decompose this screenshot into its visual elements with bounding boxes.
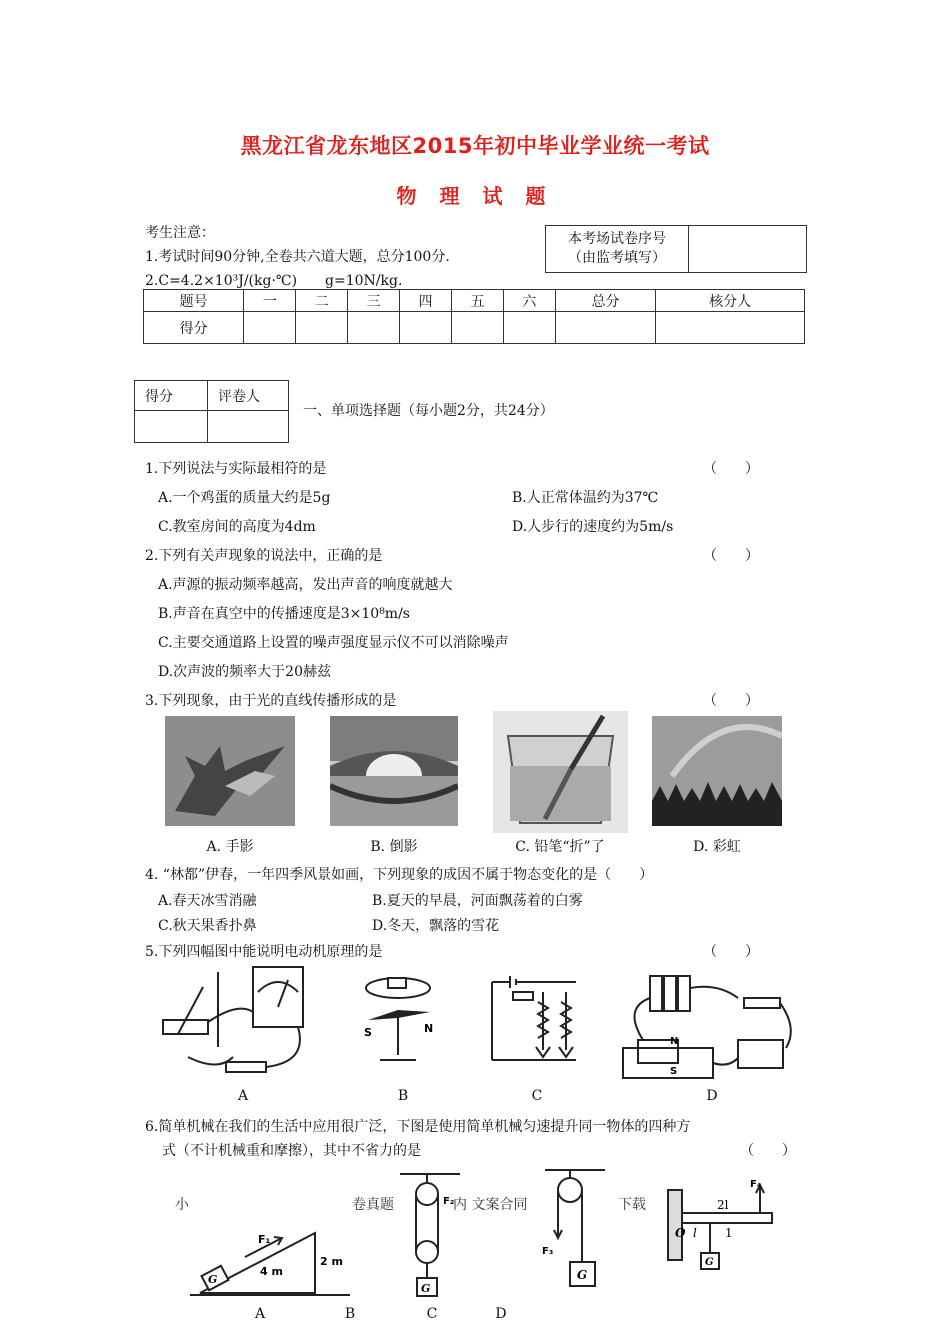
q4-option-d: D.冬天，飘落的雪花 — [372, 918, 500, 934]
notice-line-2: 2.C=4.2×10³J/(kg·℃) g=10N/kg. — [145, 273, 403, 289]
q5-stem: 5.下列四幅图中能说明电动机原理的是 — [145, 944, 383, 960]
bent-pencil-image — [493, 711, 628, 833]
q4-option-a: A.春天冰雪消融 — [158, 893, 257, 909]
score-cell[interactable] — [296, 312, 348, 344]
exam-title: 黑龙江省龙东地区2015年初中毕业学业统一考试 — [240, 134, 710, 158]
q2-stem: 2.下列有关声现象的说法中，正确的是 — [145, 548, 383, 564]
fig-a-g-label: G — [208, 1273, 218, 1286]
q2-option-d: D.次声波的频率大于20赫兹 — [158, 664, 331, 680]
q6-label-c: C — [426, 1306, 438, 1322]
q4-option-c: C.秋天果香扑鼻 — [158, 918, 257, 934]
motor-circuit-figure — [618, 968, 798, 1083]
q1-option-d: D.人步行的速度约为5m/s — [512, 519, 674, 535]
q1-option-c: C.教室房间的高度为4dm — [158, 519, 316, 535]
rainbow-image — [652, 716, 782, 826]
grader-score-label: 得分 — [135, 381, 208, 411]
score-header-cell: 总分 — [555, 290, 655, 312]
pulley-block-figure — [395, 1170, 465, 1300]
score-header-cell: 核分人 — [656, 290, 805, 312]
score-cell[interactable] — [503, 312, 555, 344]
compass-needle-figure — [360, 970, 440, 1070]
q6-answer-bracket[interactable]: （ ） — [740, 1143, 796, 1159]
bridge-reflection-image — [330, 716, 458, 826]
grader-name-cell[interactable] — [208, 411, 289, 443]
section-1-heading: 一、单项选择题（每小题2分，共24分） — [303, 403, 554, 419]
q6-label-a: A — [254, 1306, 266, 1322]
fig-d-2l-label: 2l — [717, 1198, 729, 1212]
score-cell[interactable] — [348, 312, 400, 344]
grader-box — [134, 380, 289, 443]
q1-stem: 1.下列说法与实际最相符的是 — [145, 461, 327, 477]
fig-d-1-label: 1 — [725, 1226, 733, 1240]
score-cell[interactable] — [555, 312, 655, 344]
score-header-cell: 题号 — [144, 290, 244, 312]
q5-label-a: A — [237, 1088, 249, 1104]
score-cell[interactable] — [451, 312, 503, 344]
fig-a-f1-label: F₁ — [258, 1233, 271, 1246]
q3-stem: 3.下列现象，由于光的直线传播形成的是 — [145, 693, 397, 709]
inclined-plane-figure — [190, 1225, 360, 1300]
score-row-label: 得分 — [144, 312, 244, 344]
seat-number-box — [545, 225, 807, 273]
grader-score-cell[interactable] — [135, 411, 208, 443]
q3-label-b: B. 倒影 — [370, 839, 418, 855]
score-header-cell: 三 — [348, 290, 400, 312]
svg-text:N: N — [424, 1022, 434, 1035]
svg-text:N: N — [670, 1036, 679, 1047]
lever-figure — [665, 1175, 775, 1285]
q1-option-a: A.一个鸡蛋的质量大约是5g — [158, 490, 331, 506]
galvanometer-circuit-figure — [158, 962, 308, 1082]
q3-answer-bracket[interactable]: （ ） — [703, 693, 759, 709]
q3-label-a: A. 手影 — [206, 839, 254, 855]
q4-option-b: B.夏天的早晨，河面飘荡着的白雾 — [372, 893, 583, 909]
q6-stem-line-1: 6.简单机械在我们的生活中应用很广泛，下图是使用简单机械匀速提升同一物体的四种方 — [145, 1119, 691, 1135]
q5-label-d: D — [706, 1088, 718, 1104]
fig-d-g-label: G — [705, 1257, 714, 1268]
seat-label-1: 本考场试卷序号 — [568, 231, 666, 247]
score-header-cell: 二 — [296, 290, 348, 312]
watermark-fragment: 卷真题 — [352, 1197, 394, 1213]
electromagnet-circuit-figure — [488, 972, 588, 1067]
fig-d-l-label: l — [693, 1226, 697, 1240]
q5-answer-bracket[interactable]: （ ） — [703, 944, 759, 960]
q1-option-b: B.人正常体温约为37℃ — [512, 490, 659, 506]
watermark-fragment: 下载 — [618, 1197, 646, 1213]
fig-fixed-g-label: G — [577, 1268, 588, 1282]
q2-answer-bracket[interactable]: （ ） — [703, 548, 759, 564]
q6-label-b: B — [344, 1306, 356, 1322]
score-header-cell: 一 — [244, 290, 296, 312]
q6-stem-line-2: 式（不计机械重和摩擦），其中不省力的是 — [162, 1143, 421, 1159]
watermark-fragment: 内 文案合同 — [453, 1197, 528, 1213]
fig-d-o-label: O — [675, 1226, 686, 1240]
grader-label: 评卷人 — [208, 381, 289, 411]
score-header-cell: 五 — [451, 290, 503, 312]
fig-c-f2-label: F₂ — [443, 1196, 455, 1207]
q2-option-c: C.主要交通道路上设置的噪声强度显示仪不可以消除噪声 — [158, 635, 509, 651]
q2-option-a: A.声源的振动频率越高，发出声音的响度就越大 — [158, 577, 453, 593]
seat-label-2: （由监考填写） — [568, 250, 666, 266]
score-cell[interactable] — [400, 312, 452, 344]
fixed-pulley-figure — [540, 1166, 610, 1291]
q5-label-b: B — [397, 1088, 409, 1104]
score-header-cell: 四 — [400, 290, 452, 312]
watermark-fragment: 小 — [175, 1197, 189, 1213]
svg-text:S: S — [670, 1066, 678, 1077]
q5-label-c: C — [531, 1088, 543, 1104]
q4-stem: 4. “林都”伊春，一年四季风景如画，下列现象的成因不属于物态变化的是（ ） — [145, 867, 654, 883]
fig-fixed-f3-label: F₃ — [542, 1246, 554, 1257]
exam-subtitle: 物 理 试 题 — [396, 184, 554, 208]
score-cell[interactable] — [656, 312, 805, 344]
fig-a-height-label: 2 m — [320, 1255, 343, 1268]
q2-option-b: B.声音在真空中的传播速度是3×10⁸m/s — [158, 606, 410, 622]
fig-a-length-label: 4 m — [260, 1265, 283, 1278]
svg-text:S: S — [364, 1026, 372, 1039]
score-header-cell: 六 — [503, 290, 555, 312]
q1-answer-bracket[interactable]: （ ） — [703, 461, 759, 477]
seat-number-cell[interactable] — [689, 226, 807, 273]
score-table — [143, 289, 805, 344]
notice-heading: 考生注意： — [145, 225, 215, 241]
notice-line-1: 1.考试时间90分钟,全卷共六道大题，总分100分. — [145, 249, 450, 265]
q3-label-d: D. 彩虹 — [693, 839, 741, 855]
fig-d-f4-label: F₄ — [750, 1179, 762, 1190]
hand-shadow-image — [165, 716, 295, 826]
q6-label-d: D — [495, 1306, 507, 1322]
score-cell[interactable] — [244, 312, 296, 344]
q3-label-c: C. 铅笔“折”了 — [515, 839, 605, 855]
fig-c-g-label: G — [421, 1282, 431, 1295]
